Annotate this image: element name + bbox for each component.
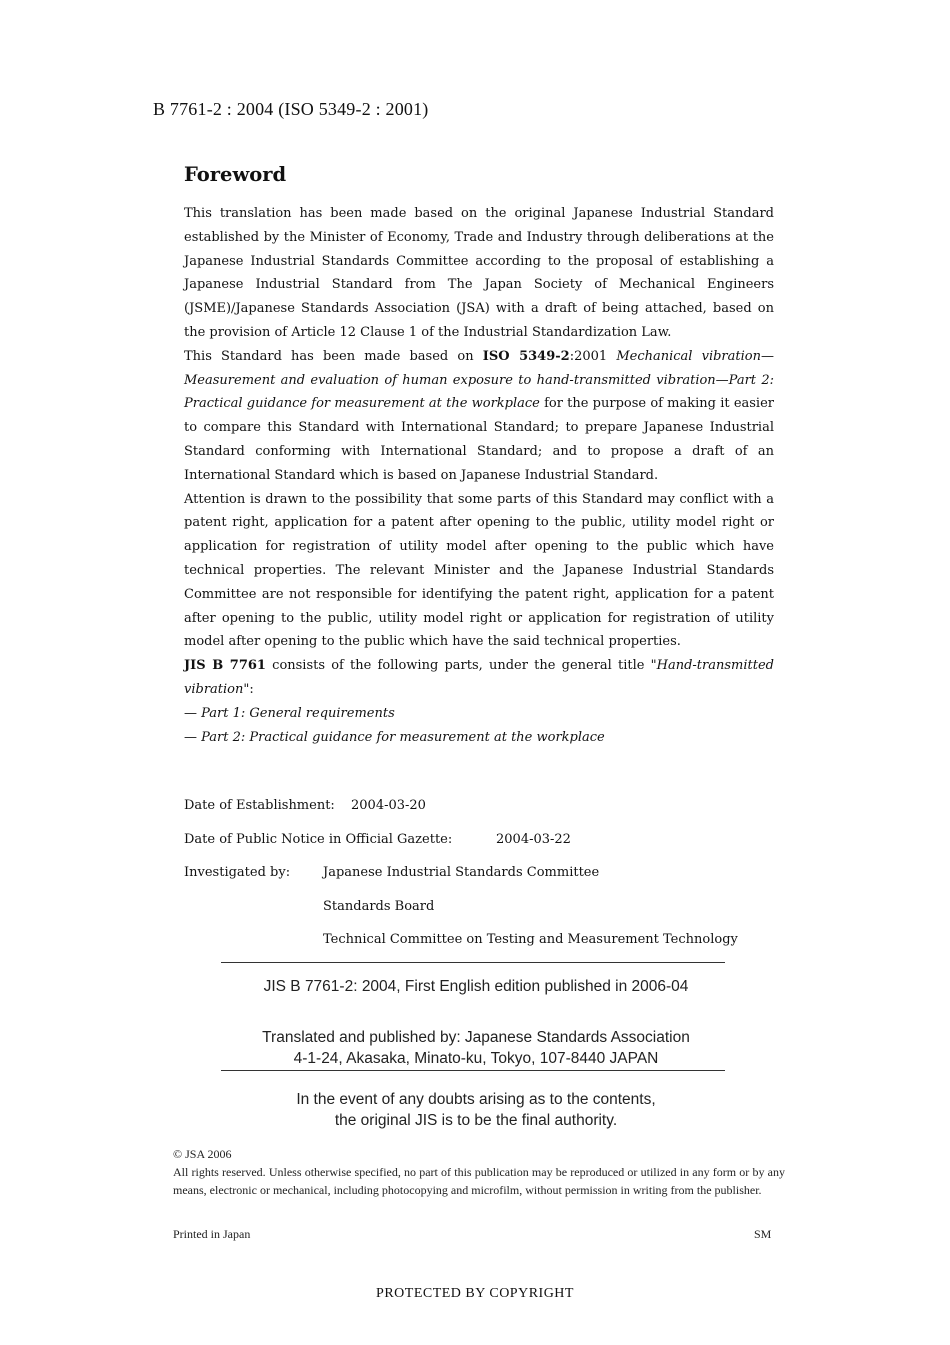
establishment-date: 2004-03-20 (351, 798, 426, 813)
public-notice-label: Date of Public Notice in Official Gazette: (184, 832, 453, 847)
investigator-1: Japanese Industrial Standards Committee (323, 865, 600, 880)
p4-colon: : (249, 681, 254, 697)
investigator-2: Standards Board (323, 899, 435, 914)
jis-reference: JIS B 7761 (184, 658, 266, 674)
authority-line-1: In the event of any doubts arising as to the contents, (296, 1091, 656, 1108)
sm-code: SM (754, 1227, 772, 1241)
paragraph-translation-basis: This translation has been made based on the original Japanese Industrial Standard established by the Minister of Economy, Trade and Industry through deliberations at the Japanese Industrial Standards Committee according to the proposal of establishing a Japanese Industrial Standard from The Japan Society of Mechanical Engineers (JSME)/Japanese Standards Association (JSA) with a draft of being attached, based on the provision of Article 12 Clause 1 of the Industrial Standardization Law. (184, 206, 774, 340)
printed-in: Printed in Japan (173, 1227, 251, 1241)
establishment-row (184, 798, 426, 813)
edition-line: JIS B 7761-2: 2004, First English edition published in 2006-04 (263, 978, 689, 995)
public-notice-row (184, 832, 571, 847)
rights-statement: All rights reserved. Unless otherwise specified, no part of this publication may be reproduced or utilized in any form or by any means, electronic or mechanical, including photocopying and microfilm, without permission in writing from the publisher. (173, 1165, 785, 1197)
publisher-line: Translated and published by: Japanese Standards Association (262, 1029, 690, 1046)
authority-line-2: the original JIS is to be the final authority. (334, 1112, 618, 1129)
p4-text: consists of the following parts, under the general title (265, 658, 651, 674)
iso-title: Mechanical vibration—Measurement and evaluation of human exposure to hand-transmitted vibration—Part 2: Practical guidance for measurement at the workplace (184, 348, 774, 412)
investigated-label: Investigated by: (184, 865, 291, 880)
publisher-address: 4-1-24, Akasaka, Minato-ku, Tokyo, 107-8440 JAPAN (293, 1050, 659, 1067)
p2-lead: This Standard has been made based on (184, 348, 483, 364)
establishment-label: Date of Establishment: (184, 798, 335, 813)
running-header: B 7761-2 : 2004 (ISO 5349-2 : 2001) (153, 99, 429, 119)
divider-bottom (221, 1070, 725, 1071)
paragraph-patent-notice: Attention is drawn to the possibility that some parts of this Standard may conflict with a patent right, application for a patent after opening to the public, utility model right or application for registration of utility model after opening to the public which have technical properties. The relevant Minister and the Japanese Industrial Standards Committee are not responsible for identifying the patent right, application for a patent after opening to the public, utility model right or application for registration of utility model after opening to the public which have the said technical properties. (184, 491, 774, 650)
foreword-heading: Foreword (184, 163, 287, 186)
investigated-row (184, 865, 600, 880)
investigator-3: Technical Committee on Testing and Measurement Technology (323, 932, 738, 947)
foreword-body (184, 202, 774, 749)
part-1-item: — Part 1: General requirements (184, 705, 395, 721)
paragraph-iso-basis (184, 345, 774, 488)
protected-footer: PROTECTED BY COPYRIGHT (376, 1286, 574, 1301)
iso-reference: ISO 5349-2 (482, 348, 570, 364)
divider-top (221, 962, 725, 963)
public-notice-date: 2004-03-22 (496, 832, 571, 847)
p2-rest: for the purpose of making it easier to compare this Standard with International Standard; to prepare Japanese Industrial Standard conforming with International Standard; and to propose a draft of an International Standard which is based on Japanese Industrial Standard. (184, 396, 774, 483)
general-title: "Hand-transmitted vibration" (184, 658, 774, 697)
part-2-item: — Part 2: Practical guidance for measurement at the workplace (184, 729, 605, 745)
copyright-notice: © JSA 2006 (173, 1147, 232, 1161)
iso-year: :2001 (569, 348, 617, 364)
paragraph-parts (184, 654, 774, 702)
